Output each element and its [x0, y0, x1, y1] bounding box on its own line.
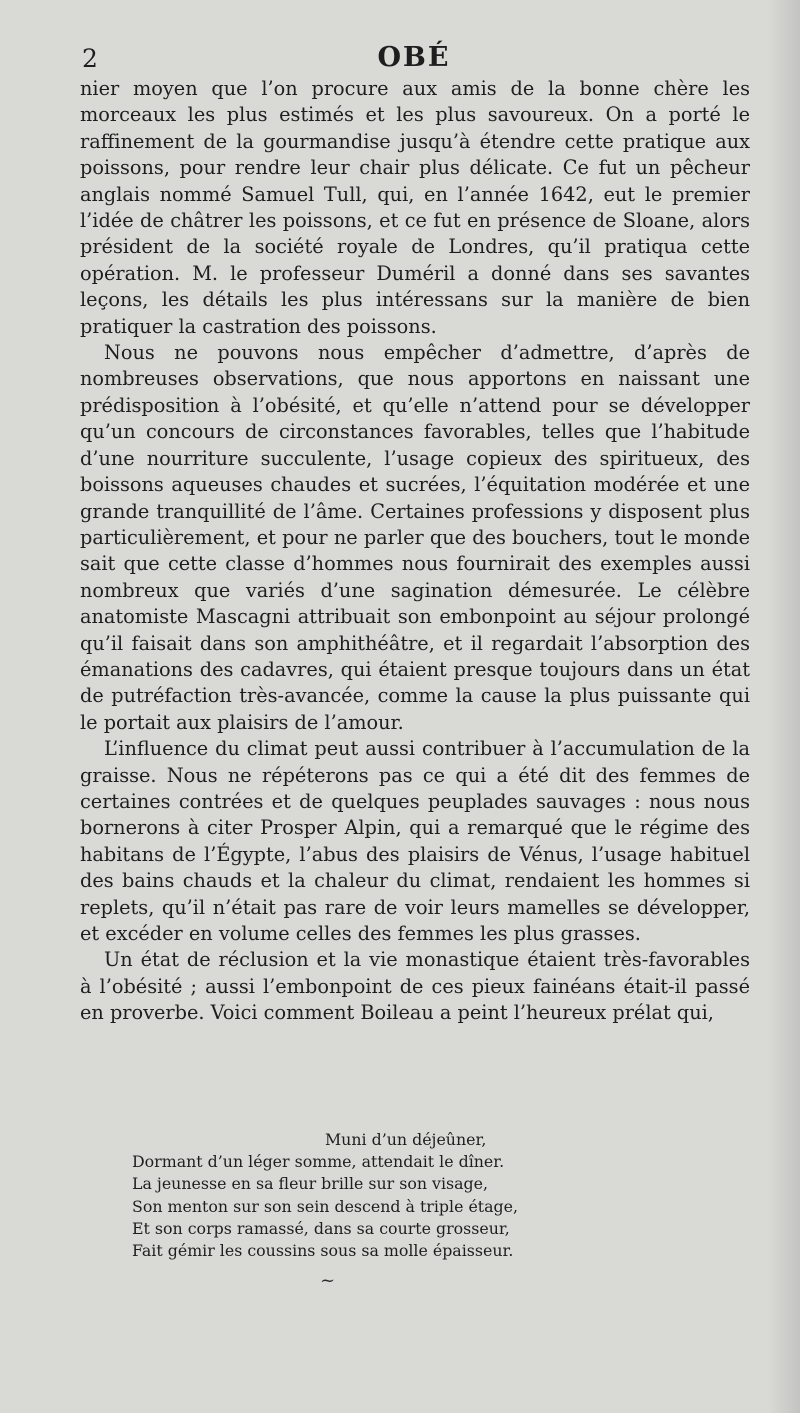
verse-line: Dormant d’un léger somme, attendait le dîner. — [132, 1152, 505, 1172]
end-ornament: ~ — [320, 1270, 336, 1291]
paragraph-continuation: nier moyen que l’on procure aux amis de la bonne chère les morceaux les plus estimés et les plus savoureux. On a porté le raffinement de la gourmandise jusqu’à étendre cette pratique aux poissons, pour rendre leur chair plus délicate. Ce fut un pêcheur anglais nommé Samuel Tull, qui, en l’année 1642, eut le premier l’idée de châtrer les poissons, et ce fut en présence de Sloane, alors président de la société royale de Londres, qu’il pratiqua cette opération. M. le professeur Duméril a donné dans ses savantes leçons, les détails les plus intéressans sur la manière de bien pratiquer la castration des poissons. — [80, 77, 750, 338]
body-text — [80, 76, 750, 1027]
running-head: OBÉ — [377, 42, 451, 73]
paragraph-climate: L’influence du climat peut aussi contribuer à l’accumulation de la graisse. Nous ne répéterons pas ce qui a été dit des femmes de certaines contrées et de quelques peuplades sauvages : nous nous bornerons à citer Prosper Alpin, qui a remarqué que le régime des habitans de l’Égypte, l’abus des plaisirs de Vénus, l’usage habituel des bains chauds et la chaleur du climat, rendaient les hommes si replets, qu’il n’était pas rare de voir leurs mamelles se développer, et excéder en volume celles des femmes les plus grasses. — [80, 737, 750, 945]
verse-line: Muni d’un déjeûner, — [325, 1130, 487, 1149]
verse-line: Son menton sur son sein descend à triple étage, — [132, 1196, 519, 1216]
boileau-verse-quote — [132, 1129, 552, 1262]
page-header — [82, 42, 746, 78]
paragraph-predisposition: Nous ne pouvons nous empêcher d’admettre, d’après de nombreuses observations, que nous apportons en naissant une prédisposition à l’obésité, et qu’elle n’attend pour se développer qu’un concours de circonstances favorables, telles que l’habitude d’une nourriture succulente, l’usage copieux des spiritueux, des boissons aqueuses chaudes et sucrées, l’équitation modérée et une grande tranquillité de l’âme. Certaines professions y disposent plus particulièrement, et pour ne parler que des bouchers, tout le monde sait que cette classe d’hommes nous fournirait des exemples aussi nombreux que variés d’une sagination démesurée. Le célèbre anatomiste Mascagni attribuait son embonpoint au séjour prolongé qu’il faisait dans son amphithéâtre, et il regardait l’absorption des émanations des cadavres, qui étaient presque toujours dans un état de putréfaction très-avancée, comme la cause la plus puissante qui le portait aux plaisirs de l’amour. — [80, 341, 750, 734]
verse-line: La jeunesse en sa fleur brille sur son visage, — [132, 1174, 489, 1194]
verse-line: Fait gémir les coussins sous sa molle épaisseur. — [132, 1241, 514, 1261]
paragraph-monastic: Un état de réclusion et la vie monastique étaient très-favorables à l’obésité ; aussi l’embonpoint de ces pieux fainéans était-il passé en proverbe. Voici comment Boileau a peint l’heureux prélat qui, — [80, 948, 750, 1025]
verse-line: Et son corps ramassé, dans sa courte grosseur, — [132, 1218, 510, 1238]
page-number: 2 — [82, 44, 98, 73]
